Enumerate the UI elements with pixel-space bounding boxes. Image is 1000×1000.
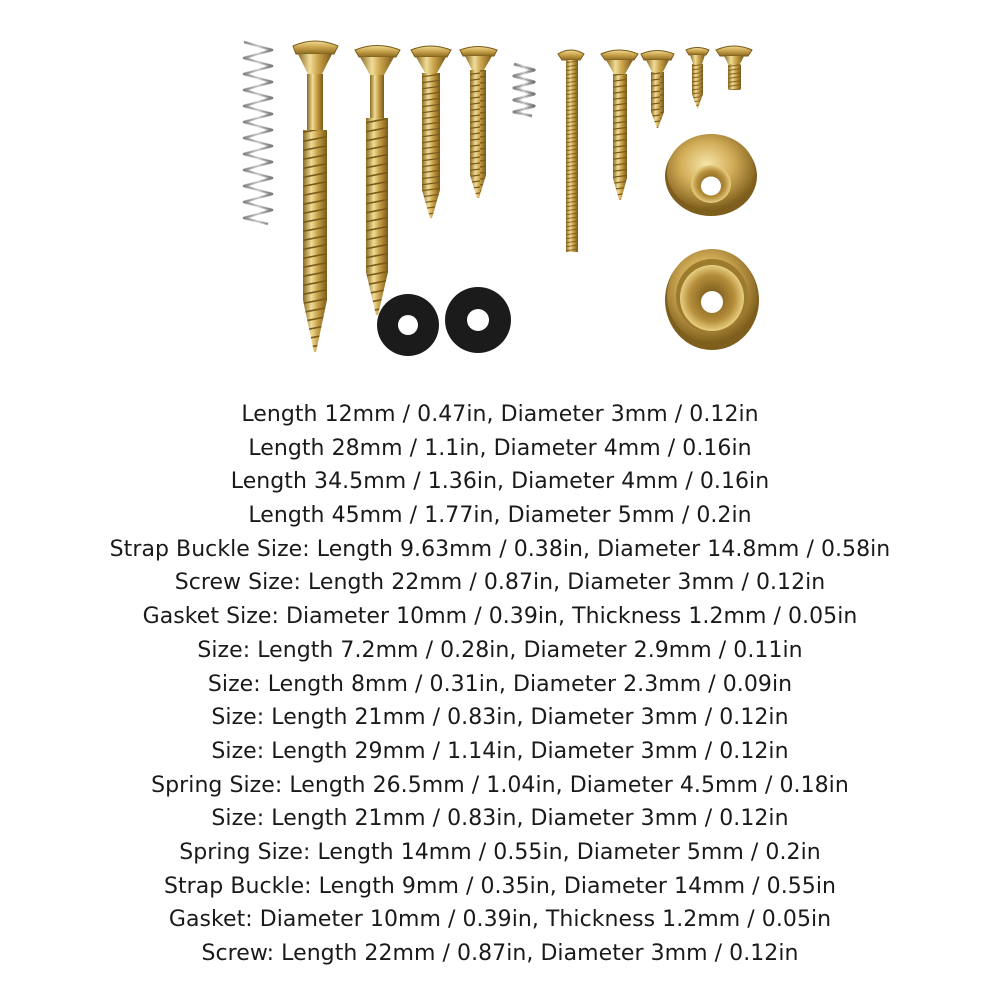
wood-screw-icon [641,51,674,129]
spec-line: Spring Size: Length 14mm / 0.55in, Diameter 5mm / 0.2in [179,839,821,865]
wood-screw-icon [411,46,451,218]
spec-line: Gasket: Diameter 10mm / 0.39in, Thickness 1.2mm / 0.05in [168,907,832,933]
product-photo [0,0,1000,380]
spec-line: Gasket Size: Diameter 10mm / 0.39in, Thickness 1.2mm / 0.05in [142,604,858,630]
spec-line: Size: Length 8mm / 0.31in, Diameter 2.3mm / 0.09in [207,671,793,697]
spec-line: Strap Buckle: Length 9mm / 0.35in, Diameter 14mm / 0.55in [163,873,836,899]
rubber-washer-icon [377,294,439,356]
wood-screw-icon [460,47,497,199]
strap-button-icon [665,249,759,350]
spec-list [0,398,1000,971]
rubber-washer-icon [445,287,511,353]
spec-line: Spring Size: Length 26.5mm / 1.04in, Diameter 4.5mm / 0.18in [151,772,849,798]
spec-line: Length 28mm / 1.1in, Diameter 4mm / 0.16in [248,435,752,461]
spec-line: Length 12mm / 0.47in, Diameter 3mm / 0.12in [241,402,759,427]
spec-line: Strap Buckle Size: Length 9.63mm / 0.38in, Diameter 14.8mm / 0.58in [109,536,891,562]
spec-line: Size: Length 7.2mm / 0.28in, Diameter 2.9mm / 0.11in [197,637,803,663]
wood-screw-icon [293,41,338,352]
spec-line: Length 34.5mm / 1.36in, Diameter 4mm / 0.16in [230,469,770,495]
spec-line: Screw Size: Length 22mm / 0.87in, Diameter 3mm / 0.12in [174,570,826,596]
spec-line: Screw: Length 22mm / 0.87in, Diameter 3mm / 0.12in [201,941,799,966]
spring-icon [514,64,534,116]
spec-line: Size: Length 29mm / 1.14in, Diameter 3mm / 0.12in [211,738,789,764]
wood-screw-icon [355,46,400,316]
spec-line: Size: Length 21mm / 0.83in, Diameter 3mm / 0.12in [211,806,789,832]
machine-screw-icon [558,50,584,252]
wood-screw-icon [601,50,638,200]
machine-screw-icon [716,46,752,90]
strap-button-icon [665,134,757,216]
spec-line: Length 45mm / 1.77in, Diameter 5mm / 0.2in [248,503,752,529]
spec-line: Size: Length 21mm / 0.83in, Diameter 3mm / 0.12in [211,705,789,731]
spring-icon [240,38,274,228]
wood-screw-icon [686,48,709,109]
